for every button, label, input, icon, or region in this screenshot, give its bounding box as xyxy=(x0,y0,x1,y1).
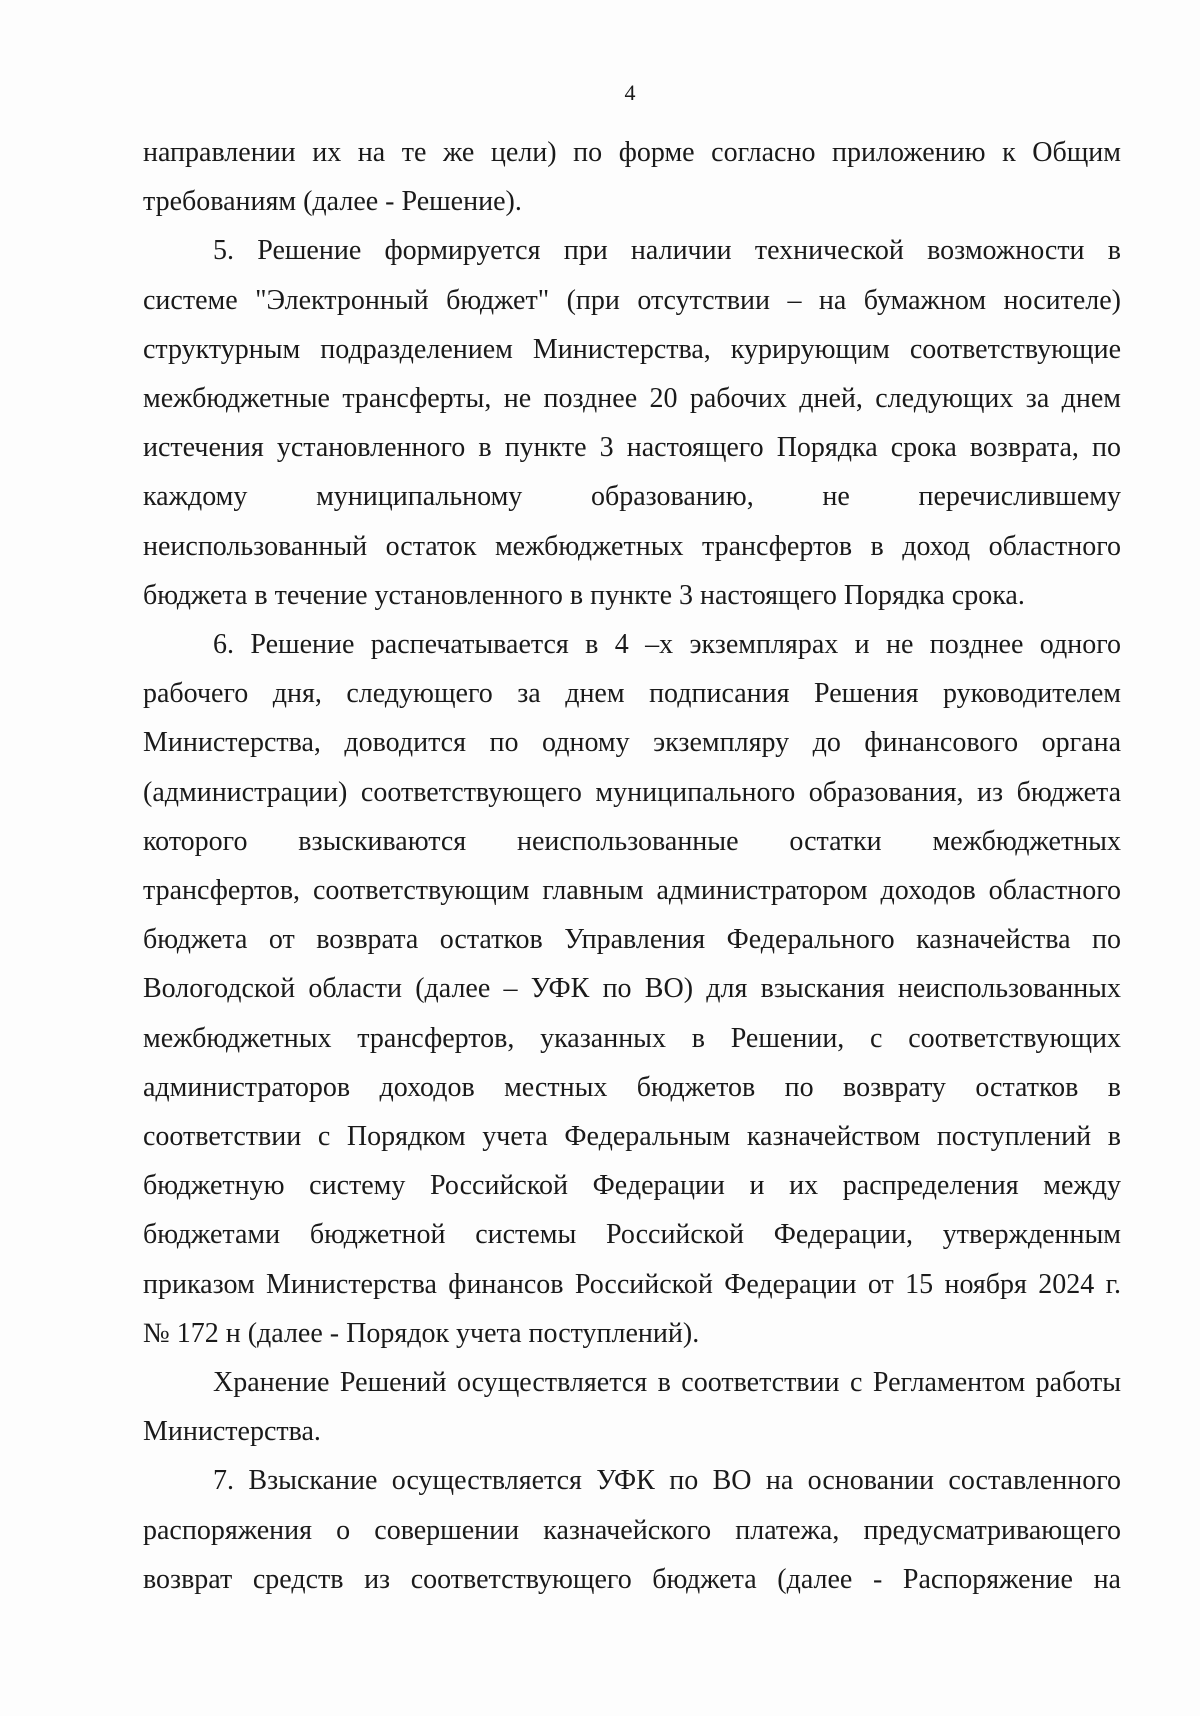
document-body xyxy=(143,128,1121,1604)
paragraph-item-7 xyxy=(143,1456,1121,1604)
text-line: межбюджетных трансфертов, указанных в Решении, с соответствующих xyxy=(143,1022,1121,1054)
text-line: истечения установленного в пункте 3 настоящего Порядка срока возврата, по xyxy=(143,432,1121,464)
text-line: возврат средств из соответствующего бюджета (далее - Распоряжение на xyxy=(143,1563,1121,1595)
text-line: Вологодской области (далее – УФК по ВО) для взыскания неиспользованных xyxy=(143,973,1121,1005)
text-line: каждому муниципальному образованию, не перечислившему xyxy=(143,481,1121,513)
paragraph-intro xyxy=(143,128,1121,226)
page-number: 4 xyxy=(624,80,636,105)
text-line: администраторов доходов местных бюджетов по возврату остатков в xyxy=(143,1071,1121,1103)
text-line: бюджета от возврата остатков Управления Федерального казначейства по xyxy=(143,924,1121,956)
text-line: бюджетами бюджетной системы Российской Федерации, утвержденным xyxy=(143,1219,1121,1251)
text-line: 5. Решение формируется при наличии технической возможности в xyxy=(213,235,1121,267)
text-line: направлении их на те же цели) по форме согласно приложению к Общим xyxy=(143,137,1121,168)
text-line: межбюджетные трансферты, не позднее 20 рабочих дней, следующих за днем xyxy=(143,383,1121,415)
text-line: бюджетную систему Российской Федерации и их распределения между xyxy=(143,1170,1121,1202)
text-line: рабочего дня, следующего за днем подписания Решения руководителем xyxy=(143,678,1121,710)
text-line: 7. Взыскание осуществляется УФК по ВО на основании составленного xyxy=(213,1465,1121,1497)
paragraph-storage xyxy=(143,1358,1121,1456)
text-line: трансфертов, соответствующим главным администратором доходов областного xyxy=(143,875,1121,907)
paragraph-item-6 xyxy=(143,620,1121,1358)
text-line: распоряжения о совершении казначейского платежа, предусматривающего xyxy=(143,1514,1121,1546)
text-line: которого взыскиваются неиспользованные остатки межбюджетных xyxy=(143,825,1121,857)
text-line: (администрации) соответствующего муниципального образования, из бюджета xyxy=(143,776,1121,808)
text-line: структурным подразделением Министерства, курирующим соответствующие xyxy=(143,333,1121,365)
text-line: Хранение Решений осуществляется в соответствии с Регламентом работы xyxy=(213,1367,1121,1399)
paragraph-item-5 xyxy=(143,226,1121,620)
text-line: бюджета в течение установленного в пункте 3 настоящего Порядка срока. xyxy=(143,579,1025,611)
text-line: Министерства. xyxy=(143,1416,321,1448)
text-line: Министерства, доводится по одному экземпляру до финансового органа xyxy=(143,727,1121,759)
text-line: 6. Решение распечатывается в 4 –х экземплярах и не позднее одного xyxy=(213,629,1121,661)
text-line: системе "Электронный бюджет" (при отсутствии – на бумажном носителе) xyxy=(143,284,1121,316)
text-line: приказом Министерства финансов Российской Федерации от 15 ноября 2024 г. xyxy=(143,1268,1121,1300)
text-line: требованиям (далее - Решение). xyxy=(143,186,522,218)
text-line: неиспользованный остаток межбюджетных трансфертов в доход областного xyxy=(143,530,1121,562)
text-line: № 172 н (далее - Порядок учета поступлений). xyxy=(143,1317,700,1349)
text-line: соответствии с Порядком учета Федеральным казначейством поступлений в xyxy=(143,1121,1121,1153)
